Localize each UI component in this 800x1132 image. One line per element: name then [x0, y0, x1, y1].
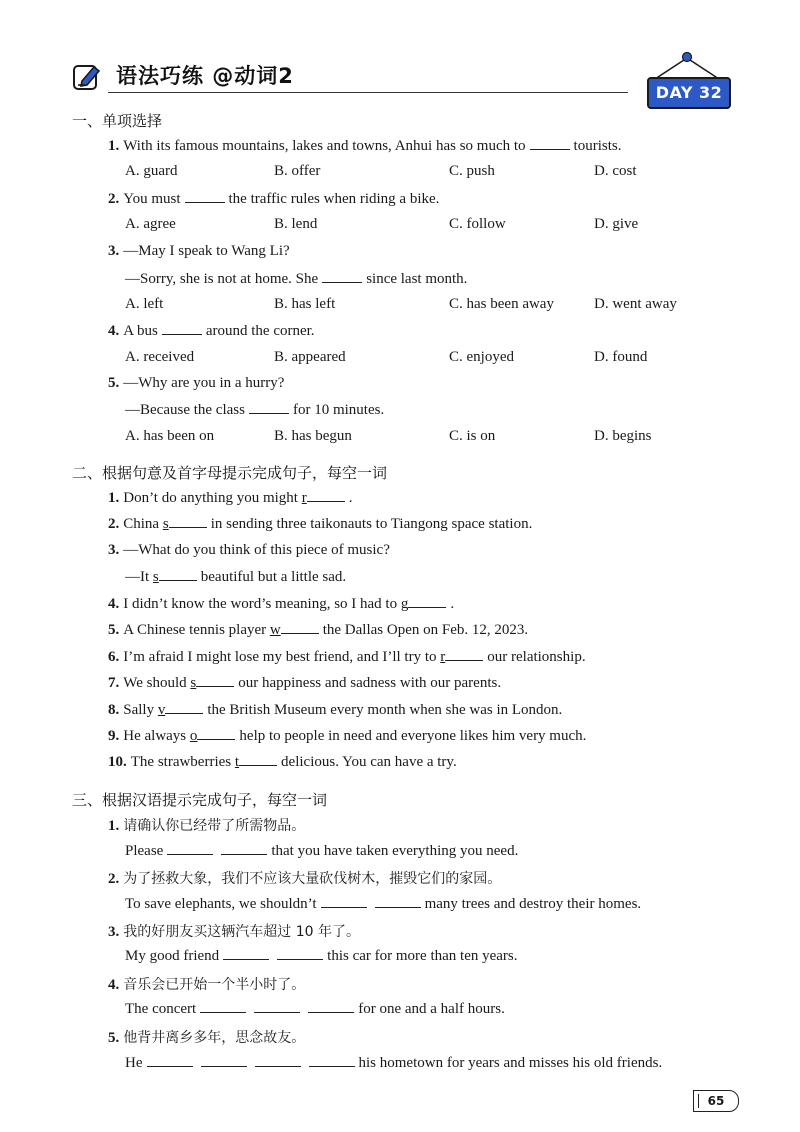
option-b[interactable]: B. appeared	[274, 349, 346, 365]
fill-item: 3. —What do you think of this piece of music?	[108, 542, 390, 558]
answer-blank[interactable]	[375, 895, 421, 908]
day-badge	[645, 50, 731, 110]
translation-prompt: 2. 为了拯救大象，我们不应该大量砍伐树木，摧毁它们的家园。	[108, 871, 502, 887]
option-d[interactable]: D. found	[594, 349, 648, 365]
fill-item: 8. Sally v the British Museum every month when she was in London.	[108, 702, 563, 718]
option-b[interactable]: B. has begun	[274, 428, 352, 444]
fill-item: 10. The strawberries t delicious. You can have a try.	[108, 754, 457, 770]
answer-blank[interactable]	[221, 842, 267, 855]
question-2: 2. You must the traffic rules when riding a bike.	[108, 191, 440, 207]
option-b[interactable]: B. lend	[274, 216, 318, 232]
option-b[interactable]: B. has left	[274, 296, 336, 312]
answer-blank[interactable]	[200, 1000, 246, 1013]
edit-note-icon	[72, 62, 102, 92]
answer-blank[interactable]	[223, 947, 269, 960]
option-d[interactable]: D. cost	[594, 163, 637, 179]
fill-item: 4. I didn’t know the word’s meaning, so I had to g .	[108, 596, 455, 612]
answer-blank[interactable]	[408, 595, 446, 608]
section-title-1: 一、单项选择	[72, 112, 163, 130]
translation-prompt: 4. 音乐会已开始一个半小时了。	[108, 977, 306, 993]
question-3-reply: —Sorry, she is not at home. She since last month.	[125, 271, 468, 287]
answer-blank[interactable]	[201, 1054, 247, 1067]
option-d[interactable]: D. went away	[594, 296, 677, 312]
option-c[interactable]: C. is on	[449, 428, 496, 444]
answer-blank[interactable]	[167, 842, 213, 855]
fill-item: 1. Don’t do anything you might r .	[108, 490, 353, 506]
option-a[interactable]: A. agree	[125, 216, 176, 232]
question-3: 3. —May I speak to Wang Li?	[108, 243, 290, 259]
translation-answer: To save elephants, we shouldn’t many trees and destroy their homes.	[125, 896, 642, 912]
answer-blank[interactable]	[162, 322, 202, 335]
answer-blank[interactable]	[308, 1000, 354, 1013]
translation-answer: My good friend this car for more than ten years.	[125, 948, 518, 964]
answer-blank[interactable]	[322, 270, 362, 283]
option-a[interactable]: A. left	[125, 296, 164, 312]
translation-answer: The concert for one and a half hours.	[125, 1001, 505, 1017]
answer-blank[interactable]	[255, 1054, 301, 1067]
answer-blank[interactable]	[147, 1054, 193, 1067]
translation-answer: He his hometown for years and misses his old friends.	[125, 1055, 663, 1071]
option-a[interactable]: A. received	[125, 349, 195, 365]
section-title-2: 二、根据句意及首字母提示完成句子，每空一词	[72, 464, 388, 482]
translation-prompt: 1. 请确认你已经带了所需物品。	[108, 818, 306, 834]
section-title-3: 三、根据汉语提示完成句子，每空一词	[72, 791, 328, 809]
option-c[interactable]: C. push	[449, 163, 495, 179]
option-a[interactable]: A. has been on	[125, 428, 215, 444]
option-c[interactable]: C. enjoyed	[449, 349, 514, 365]
fill-item: 5. A Chinese tennis player w the Dallas Open on Feb. 12, 2023.	[108, 622, 529, 638]
answer-blank[interactable]	[165, 701, 203, 714]
translation-prompt: 3. 我的好朋友买这辆汽车超过 10 年了。	[108, 924, 360, 940]
option-d[interactable]: D. give	[594, 216, 639, 232]
answer-blank[interactable]	[321, 895, 367, 908]
answer-blank[interactable]	[530, 137, 570, 150]
title-underline	[108, 92, 628, 93]
answer-blank[interactable]	[239, 753, 277, 766]
answer-blank[interactable]	[277, 947, 323, 960]
answer-blank[interactable]	[281, 621, 319, 634]
page-title: 语法巧练 @动词2	[116, 64, 294, 88]
question-4: 4. A bus around the corner.	[108, 323, 315, 339]
day-label: DAY 32	[647, 77, 731, 109]
fill-item: —It s beautiful but a little sad.	[125, 569, 347, 585]
question-5-reply: —Because the class for 10 minutes.	[125, 402, 385, 418]
fill-item: 2. China s in sending three taikonauts to Tiangong space station.	[108, 516, 533, 532]
option-b[interactable]: B. offer	[274, 163, 321, 179]
option-d[interactable]: D. begins	[594, 428, 652, 444]
answer-blank[interactable]	[197, 727, 235, 740]
question-1: 1. With its famous mountains, lakes and towns, Anhui has so much to tourists.	[108, 138, 622, 154]
answer-blank[interactable]	[445, 648, 483, 661]
answer-blank[interactable]	[159, 568, 197, 581]
answer-blank[interactable]	[185, 190, 225, 203]
answer-blank[interactable]	[309, 1054, 355, 1067]
question-5: 5. —Why are you in a hurry?	[108, 375, 285, 391]
translation-answer: Please that you have taken everything you need.	[125, 843, 519, 859]
fill-item: 7. We should s our happiness and sadness with our parents.	[108, 675, 502, 691]
answer-blank[interactable]	[249, 401, 289, 414]
translation-prompt: 5. 他背井离乡多年，思念故友。	[108, 1030, 306, 1046]
answer-blank[interactable]	[307, 489, 345, 502]
fill-item: 9. He always o help to people in need and everyone likes him very much.	[108, 728, 587, 744]
option-c[interactable]: C. has been away	[449, 296, 554, 312]
answer-blank[interactable]	[196, 674, 234, 687]
answer-blank[interactable]	[254, 1000, 300, 1013]
option-a[interactable]: A. guard	[125, 163, 178, 179]
page-number: 65	[693, 1090, 739, 1112]
fill-item: 6. I’m afraid I might lose my best friend, and I’ll try to r our relationship.	[108, 649, 586, 665]
option-c[interactable]: C. follow	[449, 216, 506, 232]
answer-blank[interactable]	[169, 515, 207, 528]
